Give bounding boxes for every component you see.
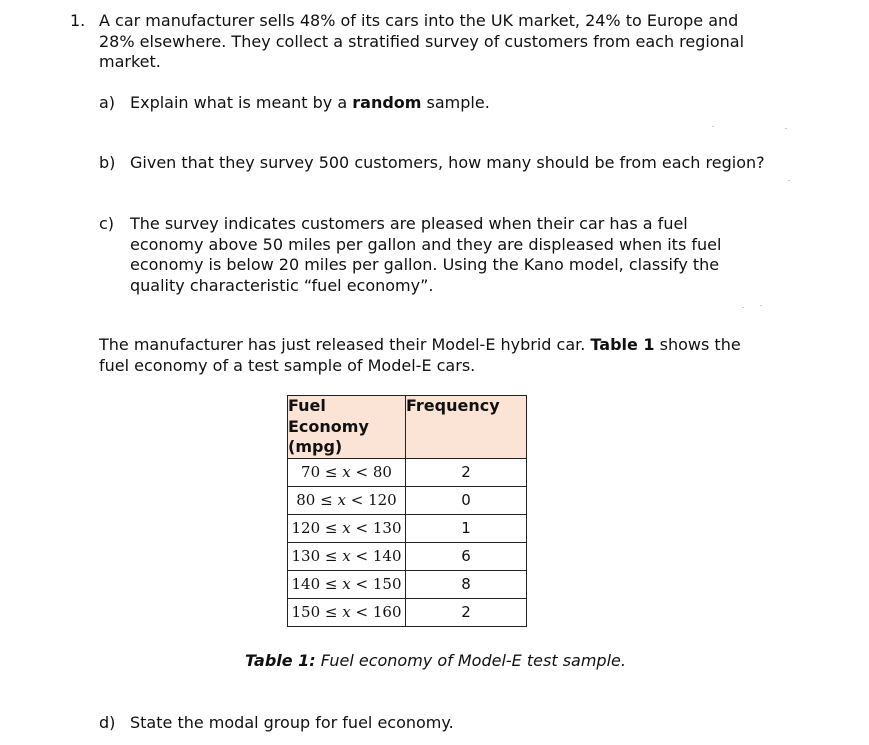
row-low: 120 <box>291 519 321 537</box>
scan-speck <box>785 128 787 129</box>
row-low: 150 <box>291 603 321 621</box>
table-caption <box>245 651 626 670</box>
part-c-text <box>130 214 770 296</box>
table-row <box>288 486 527 514</box>
scan-speck <box>788 180 790 181</box>
lt-symbol: < <box>350 491 364 509</box>
part-a-bold: random <box>352 93 422 112</box>
table-row <box>288 598 527 626</box>
row-high: 140 <box>372 547 402 565</box>
context-line-2: fuel economy of a test sample of Model-E cars. <box>99 355 476 375</box>
part-a-text <box>130 93 770 114</box>
table-row <box>288 514 527 542</box>
frequency-cell: 2 <box>406 598 527 626</box>
frequency-cell: 6 <box>406 542 527 570</box>
frequency-cell: 8 <box>406 570 527 598</box>
header-fuel-economy <box>288 396 406 459</box>
context-before: The manufacturer has just released their Model-E hybrid car. <box>99 335 591 354</box>
frequency-cell: 1 <box>406 514 527 542</box>
part-c-line-2: economy above 50 miles per gallon and they are displeased when its fuel <box>130 234 722 254</box>
part-d-letter: d) <box>99 713 116 732</box>
part-c-letter: c) <box>99 214 115 233</box>
scan-speck <box>742 307 744 308</box>
row-high: 80 <box>372 463 392 481</box>
lt-symbol: < <box>355 519 369 537</box>
table-body <box>288 458 527 626</box>
context-after: shows the <box>654 335 741 354</box>
row-low: 70 <box>301 463 321 481</box>
row-low: 130 <box>291 547 321 565</box>
question-number: 1. <box>70 11 86 30</box>
range-cell <box>288 458 406 486</box>
row-low: 140 <box>291 575 321 593</box>
range-cell <box>288 486 406 514</box>
le-symbol: ≤ <box>324 463 338 481</box>
intro-line-2: 28% elsewhere. They collect a stratified survey of customers from each regional <box>99 31 745 51</box>
intro-line-3: market. <box>99 52 161 71</box>
table-row <box>288 542 527 570</box>
le-symbol: ≤ <box>324 519 338 537</box>
row-high: 130 <box>372 519 402 537</box>
part-c-line-4: quality characteristic “fuel economy”. <box>130 275 434 295</box>
lt-symbol: < <box>355 463 369 481</box>
scan-speck <box>712 126 714 127</box>
row-low: 80 <box>296 491 316 509</box>
le-symbol: ≤ <box>324 603 338 621</box>
le-symbol: ≤ <box>324 547 338 565</box>
lt-symbol: < <box>355 547 369 565</box>
lt-symbol: < <box>355 603 369 621</box>
part-b-letter: b) <box>99 153 116 172</box>
range-cell <box>288 514 406 542</box>
le-symbol: ≤ <box>320 491 333 509</box>
range-cell <box>288 598 406 626</box>
caption-bold: Table 1: <box>245 651 316 670</box>
variable: x <box>342 463 351 481</box>
part-c-line-1: The survey indicates customers are pleased when their car has a fuel <box>130 214 688 233</box>
part-c-line-3: economy is below 20 miles per gallon. Using the Kano model, classify the <box>130 255 720 274</box>
header-col1-line-1: Fuel <box>288 396 326 415</box>
row-high: 160 <box>372 603 402 621</box>
header-frequency: Frequency <box>406 396 527 459</box>
context-paragraph <box>99 335 819 376</box>
lt-symbol: < <box>355 575 369 593</box>
context-bold: Table 1 <box>590 335 655 354</box>
part-d-text: State the modal group for fuel economy. <box>130 713 454 732</box>
range-cell <box>288 542 406 570</box>
header-col1-line-3: (mpg) <box>288 437 343 456</box>
header-col1-line-2: Economy <box>288 416 369 436</box>
part-a-after: sample. <box>421 93 490 112</box>
intro-line-1: A car manufacturer sells 48% of its cars into the UK market, 24% to Europe and <box>99 11 739 30</box>
scan-speck <box>760 305 762 306</box>
caption-rest: Fuel economy of Model-E test sample. <box>315 651 626 670</box>
variable: x <box>342 547 351 565</box>
part-a-before: Explain what is meant by a <box>130 93 353 112</box>
row-high: 120 <box>368 491 397 509</box>
table-row <box>288 458 527 486</box>
variable: x <box>342 603 351 621</box>
range-cell <box>288 570 406 598</box>
frequency-cell: 0 <box>406 486 527 514</box>
variable: x <box>342 519 351 537</box>
context-line-1 <box>99 335 819 356</box>
variable: x <box>342 575 351 593</box>
table-row <box>288 570 527 598</box>
row-high: 150 <box>372 575 402 593</box>
fuel-economy-table <box>287 395 527 627</box>
variable: x <box>337 491 346 509</box>
part-b-text: Given that they survey 500 customers, how many should be from each region? <box>130 153 765 172</box>
question-intro <box>99 11 799 73</box>
part-a-letter: a) <box>99 93 116 112</box>
frequency-cell: 2 <box>406 458 527 486</box>
le-symbol: ≤ <box>324 575 338 593</box>
